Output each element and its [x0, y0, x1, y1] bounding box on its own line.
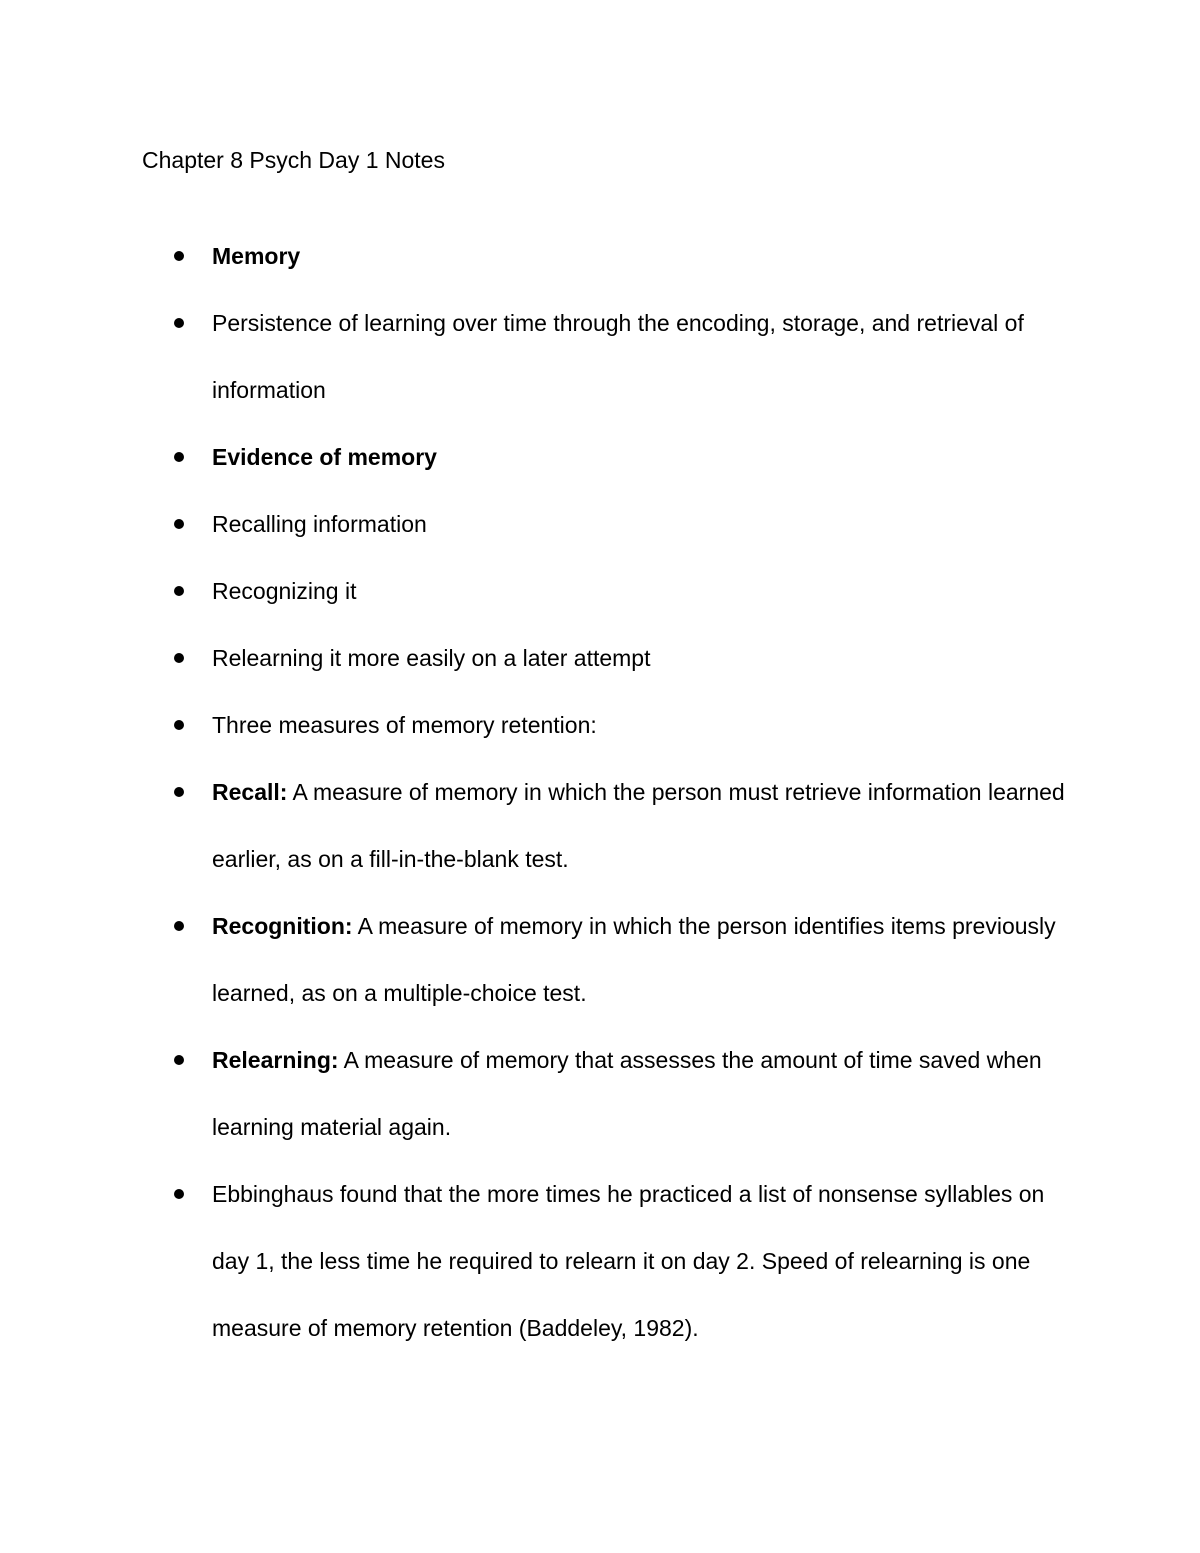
list-item	[142, 893, 1082, 1027]
note-text: Recalling information	[212, 511, 427, 537]
note-text: Relearning it more easily on a later attempt	[212, 645, 651, 671]
list-item	[142, 491, 1082, 558]
bullet-icon	[174, 1055, 184, 1065]
list-item	[142, 1027, 1082, 1161]
page-title: Chapter 8 Psych Day 1 Notes	[142, 147, 445, 173]
bullet-icon	[174, 921, 184, 931]
list-item	[142, 759, 1082, 893]
bullet-icon	[174, 251, 184, 261]
bullet-icon	[174, 586, 184, 596]
note-text: Three measures of memory retention:	[212, 712, 597, 738]
list-item	[142, 290, 1082, 424]
bullet-icon	[174, 452, 184, 462]
list-item	[142, 424, 1082, 491]
list-item	[142, 558, 1082, 625]
bullet-icon	[174, 318, 184, 328]
bullet-icon	[174, 1189, 184, 1199]
list-item	[142, 1161, 1082, 1362]
notes-list	[142, 223, 1082, 1362]
bullet-icon	[174, 787, 184, 797]
note-text: Persistence of learning over time through the encoding, storage, and retrieval of information	[212, 310, 1024, 403]
bullet-icon	[174, 720, 184, 730]
note-term: Memory	[212, 243, 301, 269]
note-text: A measure of memory that assesses the amount of time saved when learning material again.	[212, 1047, 1042, 1140]
note-term: Recall:	[212, 779, 288, 805]
note-term: Relearning:	[212, 1047, 339, 1073]
bullet-icon	[174, 653, 184, 663]
note-text: Ebbinghaus found that the more times he practiced a list of nonsense syllables on day 1, the less time he required to relearn it on day 2. Speed of relearning is one measure of memory retention (Baddeley, 1982).	[212, 1181, 1045, 1341]
note-term: Evidence of memory	[212, 444, 437, 470]
note-term: Recognition:	[212, 913, 353, 939]
list-item	[142, 692, 1082, 759]
note-text: A measure of memory in which the person identifies items previously learned, as on a multiple-choice test.	[212, 913, 1056, 1006]
list-item	[142, 223, 1082, 290]
bullet-icon	[174, 519, 184, 529]
list-item	[142, 625, 1082, 692]
note-text: A measure of memory in which the person must retrieve information learned earlier, as on a fill-in-the-blank test.	[212, 779, 1065, 872]
note-text: Recognizing it	[212, 578, 357, 604]
